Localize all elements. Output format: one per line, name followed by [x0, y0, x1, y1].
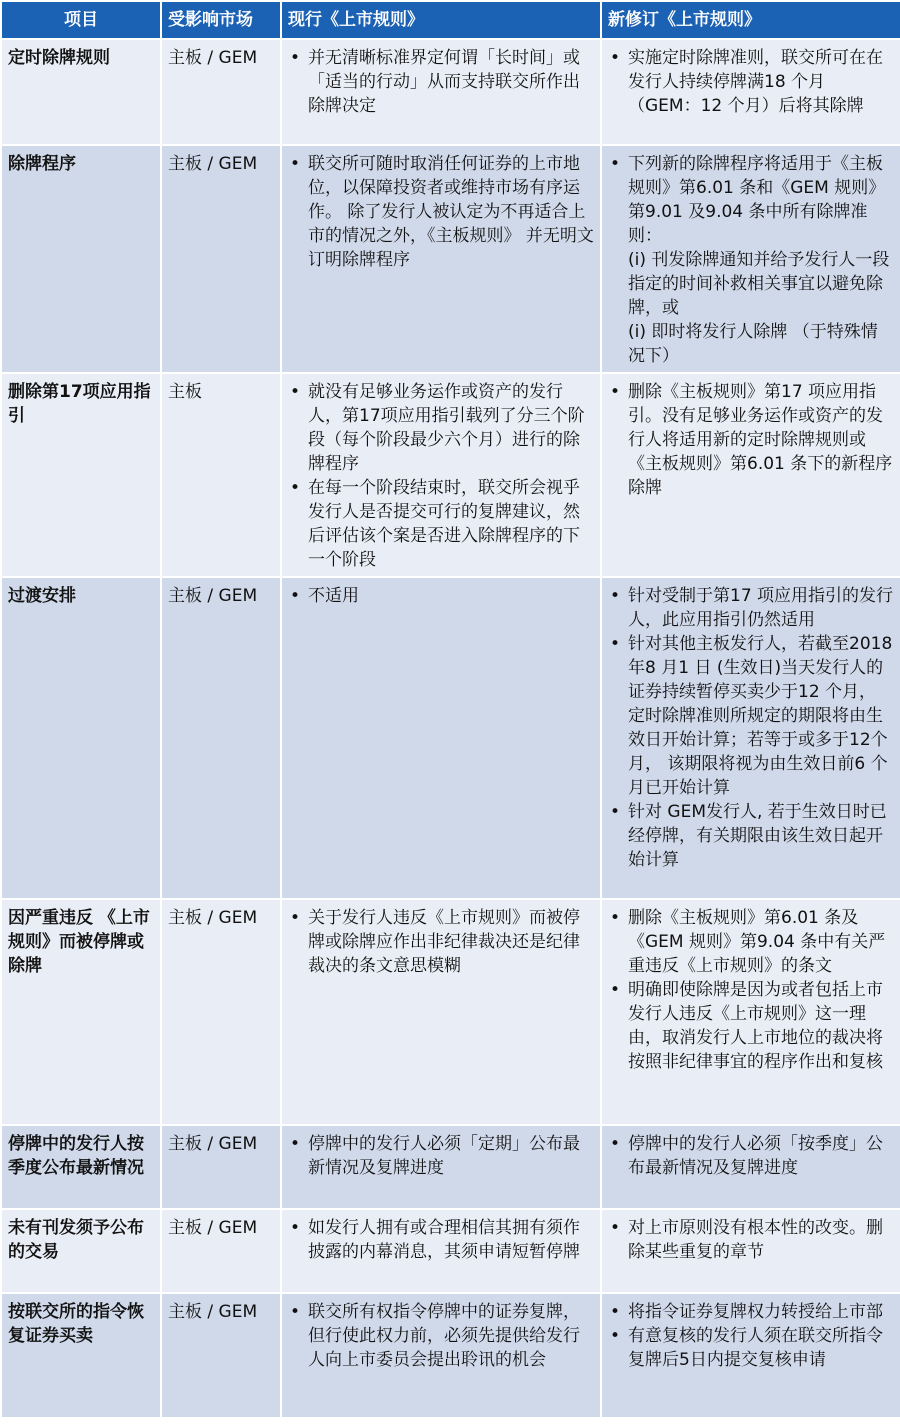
- market-cell: 主板 / GEM: [161, 145, 281, 373]
- revised-rule-point: • 有意复核的发行人须在联交所指令复牌后5日内提交复核申请: [608, 1324, 894, 1372]
- revised-rule-point: • 删除《主板规则》第6.01 条及《GEM 规则》第9.04 条中有关严重违反《上市规则》的条文: [608, 906, 894, 978]
- market-cell: 主板 / GEM: [161, 1209, 281, 1293]
- revised-rule-point: • 明确即使除牌是因为或者包括上市发行人违反《上市规则》这一理由，取消发行人上市地位的裁决将按照非纪律事宜的程序作出和复核: [608, 978, 894, 1074]
- table-row: [1, 899, 900, 1125]
- current-rule-point: • 就没有足够业务运作或资产的发行人，第17项应用指引载列了分三个阶段（每个阶段最少六个月）进行的除牌程序: [288, 380, 594, 476]
- revised-rule-point: • 对上市原则没有根本性的改变。删除某些重复的章节: [608, 1216, 894, 1264]
- revised-rule-cell: [601, 145, 900, 373]
- item-cell: 定时除牌规则: [1, 39, 161, 145]
- item-cell: 过渡安排: [1, 577, 161, 899]
- market-cell: 主板 / GEM: [161, 1293, 281, 1418]
- item-cell: 停牌中的发行人按季度公布最新情况: [1, 1125, 161, 1209]
- current-rule-point: • 在每一个阶段结束时，联交所会视乎发行人是否提交可行的复牌建议，然后评估该个案是否进入除牌程序的下一个阶段: [288, 476, 594, 572]
- revised-rule-point: • 针对 GEM发行人, 若于生效日时已经停牌，有关期限由该生效日起开始计算: [608, 800, 894, 872]
- header-current-rules: 现行《上市规则》: [281, 1, 601, 39]
- current-rule-cell: [281, 373, 601, 577]
- table-row: [1, 373, 900, 577]
- revised-rule-cell: [601, 373, 900, 577]
- market-cell: 主板 / GEM: [161, 39, 281, 145]
- header-market: 受影响市场: [161, 1, 281, 39]
- current-rule-point: • 并无清晰标准界定何谓「长时间」或「适当的行动」从而支持联交所作出除牌决定: [288, 46, 594, 118]
- header-item: 项目: [1, 1, 161, 39]
- current-rule-point: • 停牌中的发行人必须「定期」公布最新情况及复牌进度: [288, 1132, 594, 1180]
- table-row: [1, 577, 900, 899]
- revised-rule-cell: [601, 899, 900, 1125]
- revised-rule-point: • 针对其他主板发行人，若截至2018 年8 月1 日 (生效日)当天发行人的证券持续暂停买卖少于12 个月， 定时除牌准则所规定的期限将由生效日开始计算；若等于或多于12个月， 该期限将视为由生效日前6 个月已开始计算: [608, 632, 894, 800]
- revised-rule-point: • 实施定时除牌准则，联交所可在在发行人持续停牌满18 个月（GEM：12 个月）后将其除牌: [608, 46, 894, 118]
- market-cell: 主板 / GEM: [161, 577, 281, 899]
- revised-rule-cell: [601, 577, 900, 899]
- item-cell: 按联交所的指令恢复证券买卖: [1, 1293, 161, 1418]
- market-cell: 主板: [161, 373, 281, 577]
- market-cell: 主板 / GEM: [161, 899, 281, 1125]
- current-rule-point: • 联交所有权指令停牌中的证券复牌，但行使此权力前，必须先提供给发行人向上市委员会提出聆讯的机会: [288, 1300, 594, 1372]
- item-cell: 因严重违反 《上市规则》而被停牌或除牌: [1, 899, 161, 1125]
- header-row: [1, 1, 900, 39]
- item-cell: 除牌程序: [1, 145, 161, 373]
- current-rule-cell: [281, 145, 601, 373]
- revised-rule-cell: [601, 1209, 900, 1293]
- revised-rule-point: • 删除《主板规则》第17 项应用指引。没有足够业务运作或资产的发行人将适用新的定时除牌规则或《主板规则》第6.01 条下的新程序除牌: [608, 380, 894, 500]
- current-rule-cell: [281, 899, 601, 1125]
- current-rule-cell: [281, 39, 601, 145]
- current-rule-cell: [281, 1125, 601, 1209]
- table-row: [1, 39, 900, 145]
- current-rule-point: • 如发行人拥有或合理相信其拥有须作披露的内幕消息，其须申请短暂停牌: [288, 1216, 594, 1264]
- item-cell: 删除第17项应用指引: [1, 373, 161, 577]
- revised-rule-cell: [601, 39, 900, 145]
- current-rule-point: • 关于发行人违反《上市规则》而被停牌或除牌应作出非纪律裁决还是纪律裁决的条文意思模糊: [288, 906, 594, 978]
- revised-rule-point: • 停牌中的发行人必须「按季度」公布最新情况及复牌进度: [608, 1132, 894, 1180]
- table-row: [1, 145, 900, 373]
- revised-rule-point: • 将指令证券复牌权力转授给上市部: [608, 1300, 894, 1324]
- current-rule-cell: [281, 1293, 601, 1418]
- current-rule-point: • 不适用: [288, 584, 594, 608]
- market-cell: 主板 / GEM: [161, 1125, 281, 1209]
- table-row: [1, 1209, 900, 1293]
- current-rule-cell: [281, 577, 601, 899]
- revised-rule-cell: [601, 1293, 900, 1418]
- header-revised-rules: 新修订《上市规则》: [601, 1, 900, 39]
- item-cell: 未有刊发须予公布的交易: [1, 1209, 161, 1293]
- table-row: [1, 1293, 900, 1418]
- revised-rule-point: • 针对受制于第17 项应用指引的发行人，此应用指引仍然适用: [608, 584, 894, 632]
- revised-rule-cell: [601, 1125, 900, 1209]
- table-row: [1, 1125, 900, 1209]
- current-rule-cell: [281, 1209, 601, 1293]
- current-rule-point: • 联交所可随时取消任何证券的上市地位，以保障投资者或维持市场有序运作。 除了发行人被认定为不再适合上市的情况之外，《主板规则》 并无明文订明除牌程序: [288, 152, 594, 272]
- revised-rule-point: • 下列新的除牌程序将适用于《主板规则》第6.01 条和《GEM 规则》第9.01 及9.04 条中所有除牌准则： (i) 刊发除牌通知并给予发行人一段指定的时间补救相关事宜以避免除牌，或 (i) 即时将发行人除牌 （于特殊情况下）: [608, 152, 894, 368]
